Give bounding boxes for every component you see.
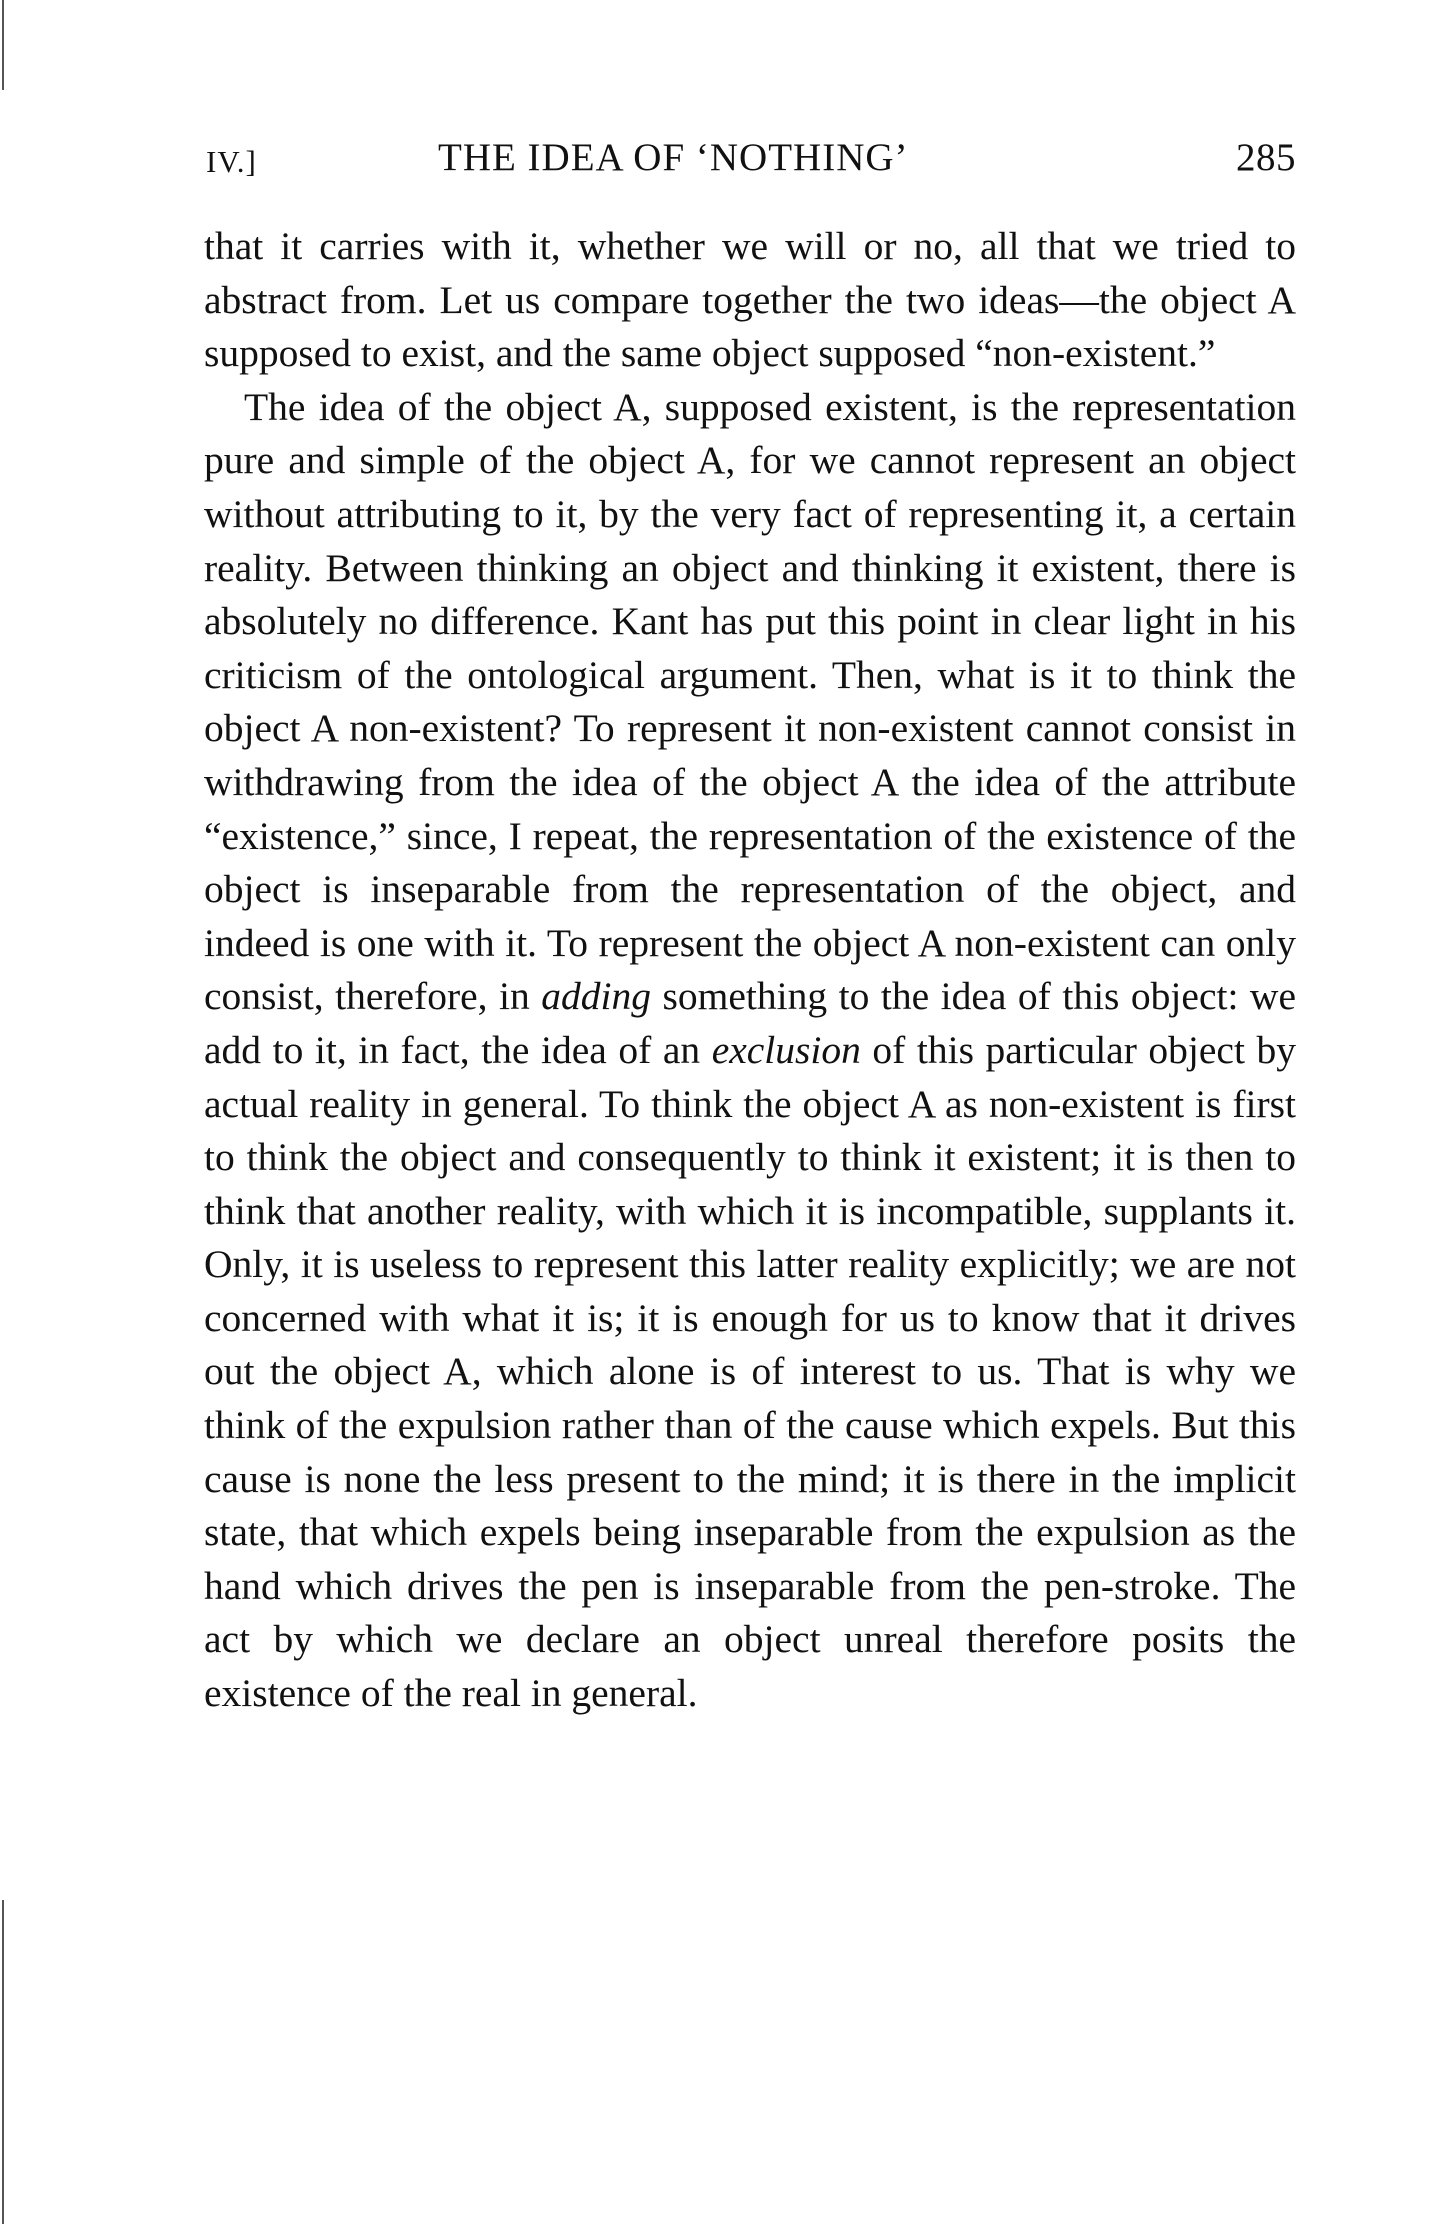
paragraph-2-text-b: something to the idea of this object: we add to it, in fact, the idea of an xyxy=(204,974,1296,1072)
body-text xyxy=(204,220,1296,1721)
italic-adding: adding xyxy=(541,974,652,1019)
page-edge-mark-bottom xyxy=(2,1900,4,2224)
page-number: 285 xyxy=(1236,136,1296,179)
running-head-section: IV.] xyxy=(206,144,257,179)
page-edge-mark-top xyxy=(2,0,4,90)
paragraph-2-text-c: of this particular object by actual reality in general. To think the object A as non-existent is first to think the object and consequently to think it existent; it is then to think that another reality, with which it is incompatible, supplants it. Only, it is useless to represent this latter reality explicitly; we are not concerned with what it is; it is enough for us to know that it drives out the object A, which alone is of interest to us. That is why we think of the expulsion rather than of the cause which expels. But this cause is none the less present to the mind; it is there in the implicit state, that which expels being inseparable from the expulsion as the hand which drives the pen is inseparable from the pen-stroke. The act by which we declare an object unreal therefore posits the existence of the real in general. xyxy=(204,1027,1296,1716)
italic-exclusion: exclusion xyxy=(711,1027,861,1072)
paragraph-2 xyxy=(204,381,1296,1721)
book-page xyxy=(204,128,1296,1721)
paragraph-1 xyxy=(204,220,1296,381)
paragraph-2-text-a: The idea of the object A, supposed existent, is the representation pure and simple of the object A, for we cannot represent an object without attributing to it, by the very fact of representing it, a certain reality. Between thinking an object and thinking it existent, there is absolutely no difference. Kant has put this point in clear light in his criticism of the ontological argument. Then, what is it to think the object A non-existent? To represent it non-existent cannot consist in withdrawing from the idea of the object A the idea of the attribute “existence,” since, I repeat, the representation of the existence of the object is inseparable from the representation of the object, and indeed is one with it. To represent the object A non-existent can only consist, therefore, in xyxy=(204,384,1296,1019)
paragraph-1-text: that it carries with it, whether we will or no, all that we tried to abstract from. Let us compare together the two ideas—the object A supposed to exist, and the same object supposed “non-existent.” xyxy=(204,224,1296,376)
running-head-title: THE IDEA OF ‘NOTHING’ xyxy=(438,136,909,179)
running-head xyxy=(204,128,1296,188)
